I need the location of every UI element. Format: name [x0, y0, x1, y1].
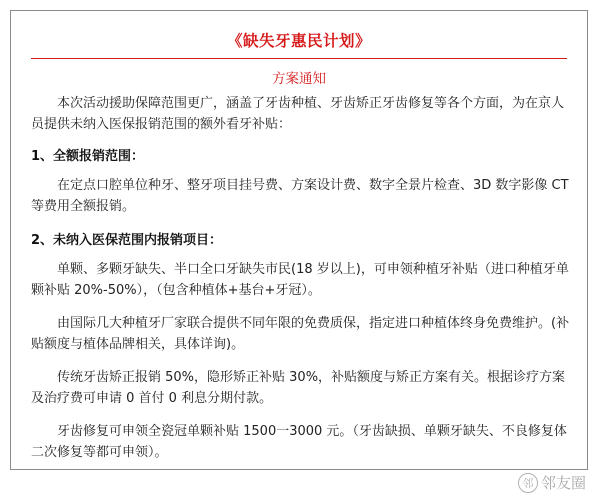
watermark [518, 472, 586, 493]
section1-text: 在定点口腔单位种牙、整牙项目挂号费、方案设计费、数字全景片检查、3D 数字影像 CT 等费用全额报销。 [31, 178, 569, 214]
section2-item3: 传统牙齿矫正报销 50%，隐形矫正补贴 30%，补贴额度与矫正方案有关。根据诊疗方案及治疗费可申请 0 首付 0 利息分期付款。 [31, 370, 566, 406]
title-divider [31, 58, 567, 59]
section1-heading: 1、全额报销范围： [31, 149, 145, 164]
section2-item4: 牙齿修复可申领全瓷冠单颗补贴 1500一3000 元。（牙齿缺损、单颗牙缺失、不良修复体二次修复等都可申领）。 [31, 424, 567, 460]
section2-item2: 由国际几大种植牙厂家联合提供不同年限的免费质保，指定进口种植体终身免费维护。(补贴额度与植体品牌相关，具体详询)。 [31, 316, 570, 352]
watermark-logo-icon: 邻 [518, 473, 538, 493]
intro-paragraph: 本次活动援助保障范围更广，涵盖了牙齿种植、牙齿矫正牙齿修复等各个方面，为在京人员提供未纳入医保报销范围的额外看牙补贴： [31, 96, 565, 132]
section2-item1: 单颗、多颗牙缺失、半口全口牙缺失市民(18 岁以上)，可申领种植牙补贴（进口种植牙单颗补贴 20%-50%），（包含种植体+基台+牙冠）。 [31, 262, 569, 298]
notice-frame [10, 10, 588, 470]
notice-title: 《缺失牙惠民计划》 [226, 32, 371, 50]
watermark-text: 邻友圈 [540, 474, 586, 492]
notice-subtitle: 方案通知 [272, 71, 326, 87]
section2-heading: 2、未纳入医保范围内报销项目： [31, 233, 223, 248]
